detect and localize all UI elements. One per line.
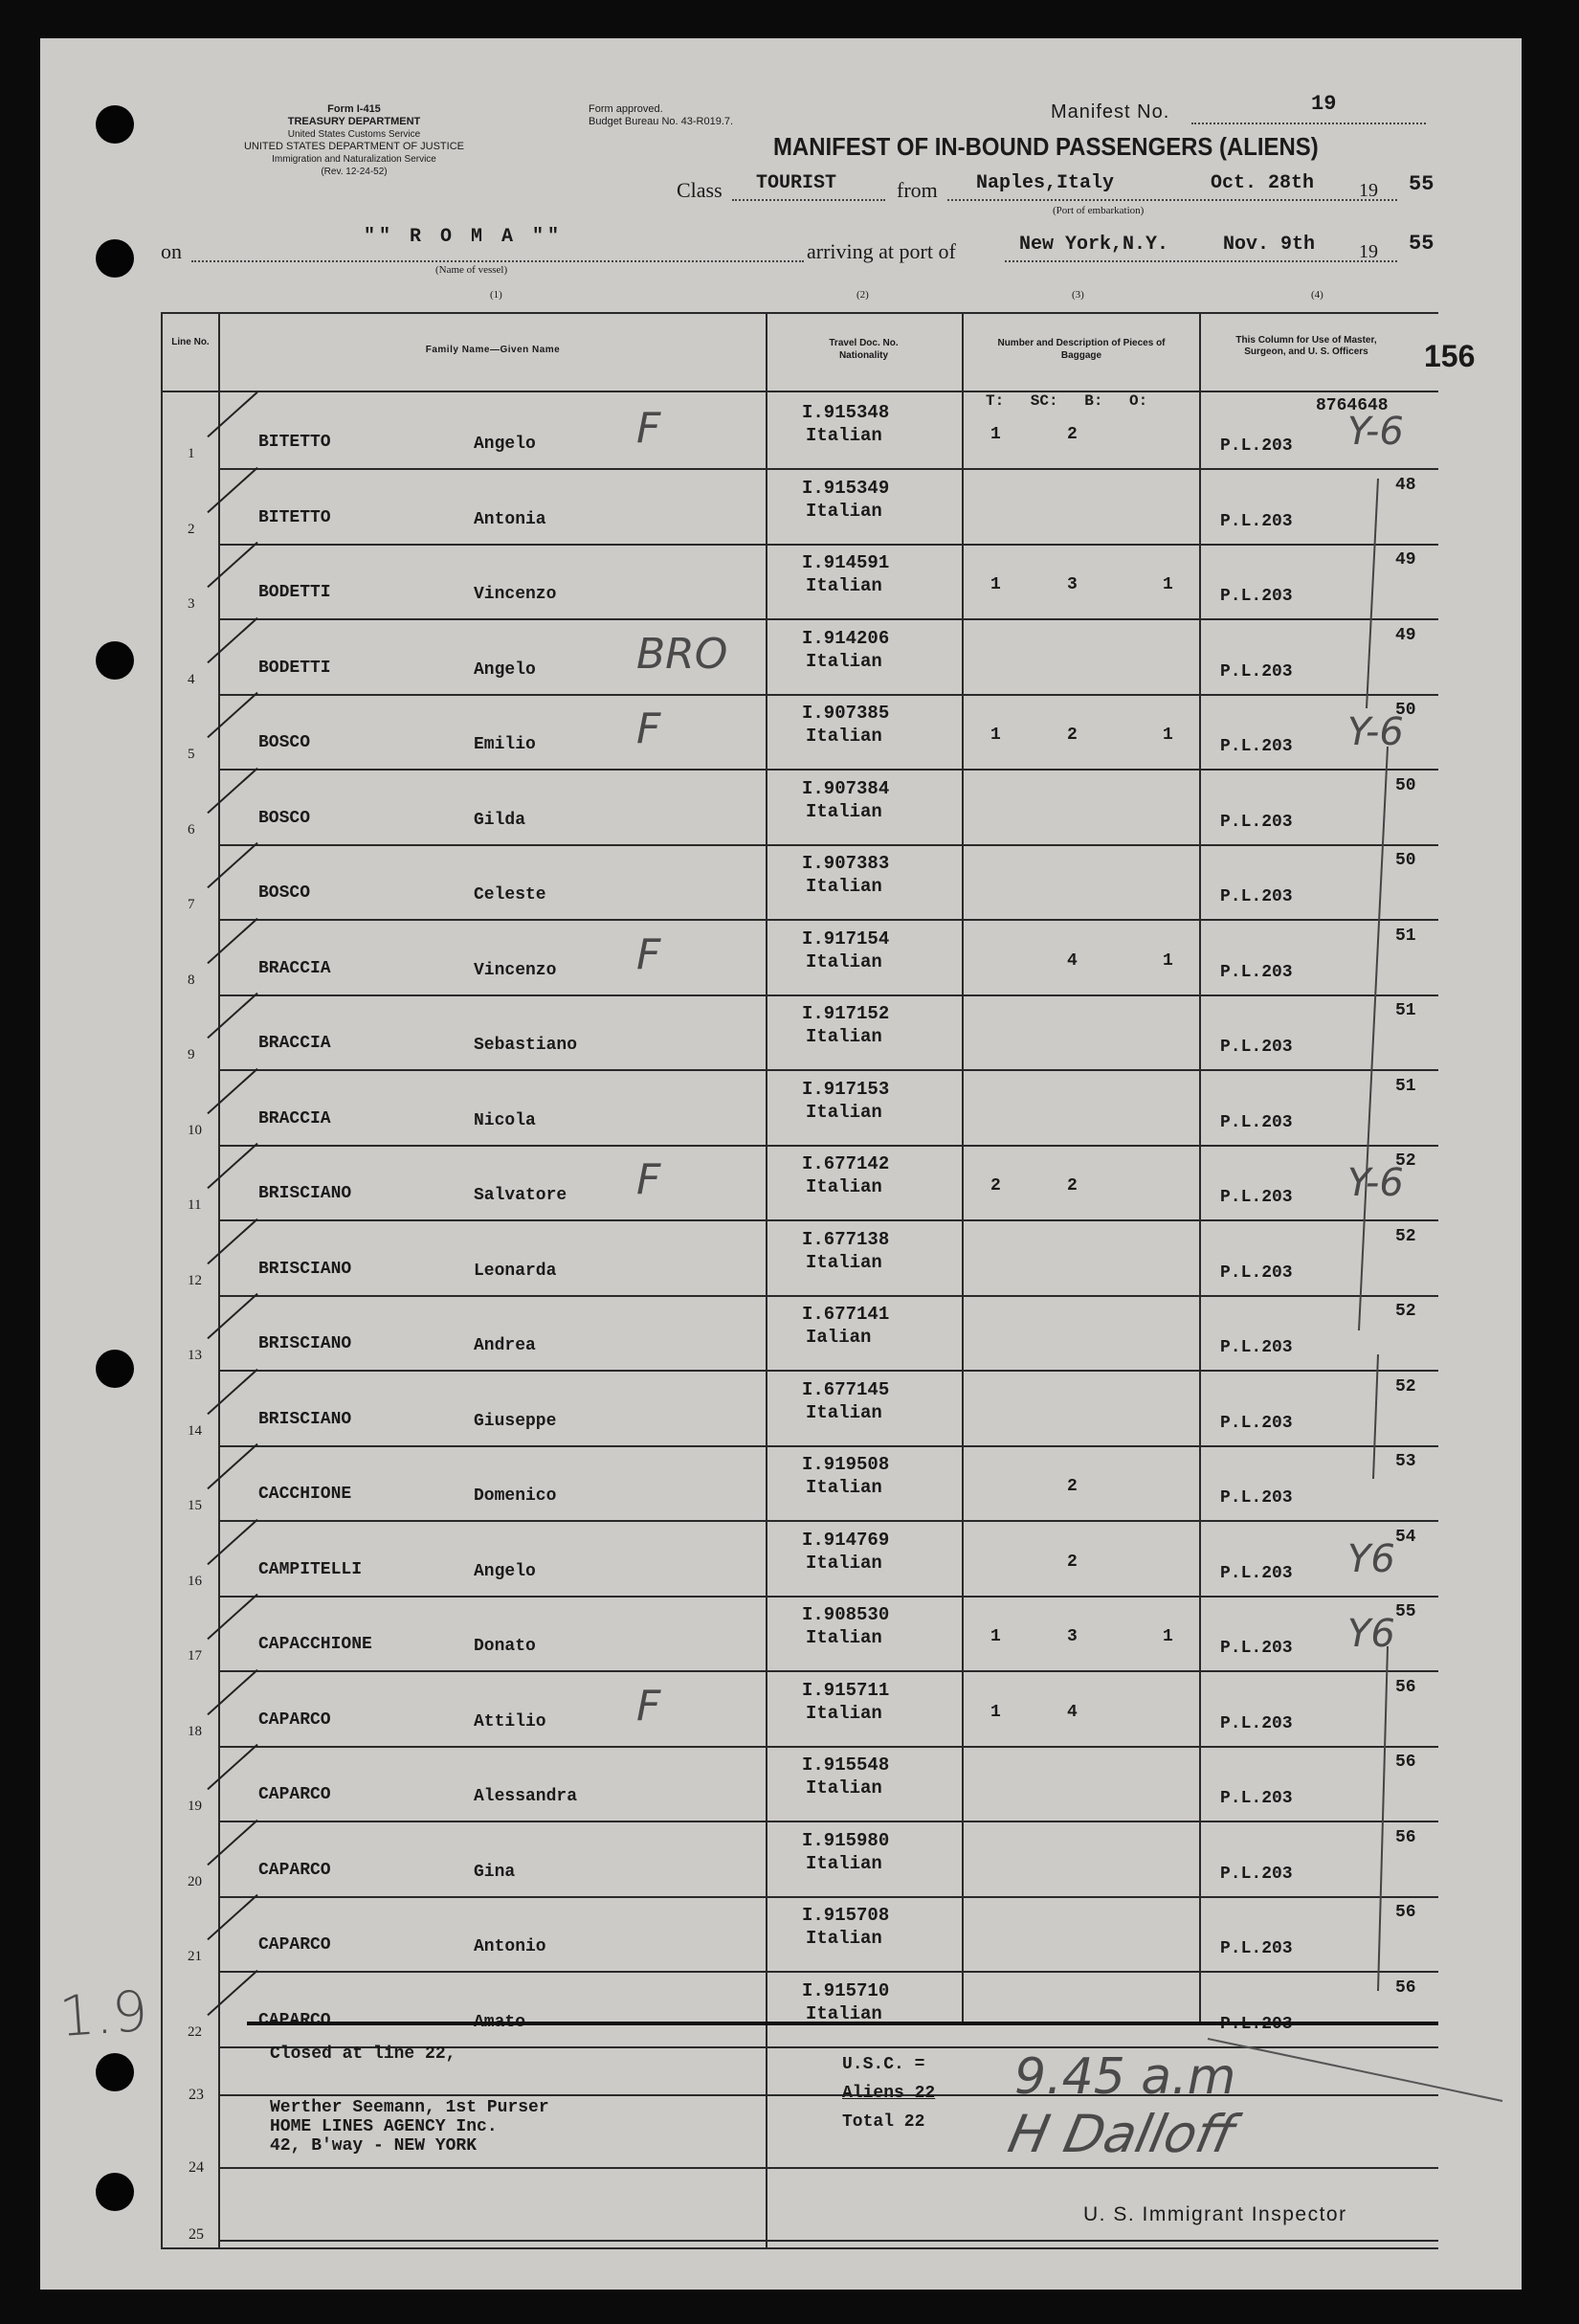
baggage-sc: 2: [1067, 1176, 1078, 1196]
given-name: Gina: [474, 1863, 516, 1882]
vessel-name: "" R O M A "": [364, 226, 564, 248]
family-name: BRACCIA: [258, 959, 331, 978]
justice-dept: UNITED STATES DEPARTMENT OF JUSTICE: [243, 141, 464, 152]
arriving-label: arriving at port of: [807, 239, 956, 263]
given-name: Antonio: [474, 1937, 546, 1956]
pl-code: P.L.203: [1220, 1865, 1293, 1884]
handwritten-note: Y-6: [1347, 410, 1404, 454]
baggage-codes: T: SC: B: O:: [986, 392, 1148, 410]
nationality: Italian: [806, 1703, 882, 1724]
given-name: Angelo: [474, 1562, 536, 1581]
closed-at-line: Closed at line 22,: [270, 2045, 456, 2064]
pl-code: P.L.203: [1220, 1939, 1293, 1958]
header-line-no: Line No.: [171, 337, 210, 347]
given-name: Vincenzo: [474, 585, 557, 604]
handwritten-mark: F: [636, 704, 661, 753]
given-name: Amato: [474, 2013, 526, 2032]
col-num-4: (4): [1311, 289, 1323, 301]
nationality: Italian: [806, 1553, 882, 1574]
nationality: Italian: [806, 425, 882, 446]
form-approved: Form approved.: [589, 103, 663, 115]
officer-number: 50: [1395, 701, 1416, 720]
officer-number: 50: [1395, 851, 1416, 870]
from-label: from: [897, 178, 938, 202]
baggage-sc: 2: [1067, 726, 1078, 745]
officer-number: 55: [1395, 1602, 1416, 1621]
nationality: Italian: [806, 1627, 882, 1648]
given-name: Salvatore: [474, 1186, 567, 1205]
handwritten-note: Y6: [1347, 1537, 1395, 1581]
pl-code: P.L.203: [1220, 1789, 1293, 1808]
line-number: 20: [188, 1874, 202, 1889]
officer-number: 51: [1395, 927, 1416, 946]
officer-number: 54: [1395, 1528, 1416, 1547]
header-officers: This Column for Use of Master, Surgeon, and U. S. Officers: [1235, 335, 1377, 357]
handwritten-mark: F: [636, 404, 661, 453]
nationality: Italian: [806, 651, 882, 672]
pl-code: P.L.203: [1220, 813, 1293, 832]
line-number: 1: [188, 446, 195, 461]
baggage-t: 1: [990, 726, 1001, 745]
pl-code: P.L.203: [1220, 1113, 1293, 1132]
pl-code: P.L.203: [1220, 2015, 1293, 2034]
officer-number: 51: [1395, 1077, 1416, 1096]
arrival-date: Nov. 9th: [1223, 234, 1316, 256]
usc-count: U.S.C. =: [842, 2055, 925, 2074]
travel-doc-no: I.914769: [802, 1530, 890, 1551]
budget-bureau: Budget Bureau No. 43-R019.7.: [589, 116, 734, 127]
port-embarkation-note: (Port of embarkation): [1053, 205, 1145, 216]
header-name: Family Name—Given Name: [425, 345, 561, 355]
pl-code: P.L.203: [1220, 963, 1293, 982]
agency-name: HOME LINES AGENCY Inc.: [270, 2117, 498, 2136]
family-name: CAPACCHIONE: [258, 1635, 372, 1654]
pl-code: P.L.203: [1220, 1038, 1293, 1057]
travel-doc-no: I.914206: [802, 628, 890, 649]
travel-doc-no: I.907383: [802, 853, 890, 874]
line-number: 22: [188, 2024, 202, 2040]
family-name: CAPARCO: [258, 2011, 331, 2030]
given-name: Vincenzo: [474, 961, 557, 980]
baggage-sc: 4: [1067, 1703, 1078, 1722]
family-name: CAPARCO: [258, 1785, 331, 1804]
family-name: BOSCO: [258, 733, 311, 752]
nationality: Italian: [806, 951, 882, 972]
line-number: 19: [188, 1799, 202, 1814]
family-name: BOSCO: [258, 809, 311, 828]
treasury-dept: TREASURY DEPARTMENT: [287, 116, 421, 127]
nationality: Italian: [806, 2003, 882, 2024]
baggage-t: 1: [990, 1627, 1001, 1646]
nationality: Italian: [806, 1853, 882, 1874]
nationality: Italian: [806, 1026, 882, 1047]
arrival-port: New York,N.Y.: [1019, 234, 1169, 256]
officer-number: 56: [1395, 1978, 1416, 1998]
travel-doc-no: I.915710: [802, 1980, 890, 2001]
officer-number: 56: [1395, 1753, 1416, 1772]
family-name: CAMPITELLI: [258, 1560, 363, 1579]
family-name: CAPARCO: [258, 1861, 331, 1880]
handwritten-note: Y-6: [1347, 1161, 1404, 1205]
travel-doc-no: I.915708: [802, 1905, 890, 1926]
given-name: Sebastiano: [474, 1036, 578, 1055]
agency-address: 42, B'way - NEW YORK: [270, 2136, 478, 2156]
revision: (Rev. 12-24-52): [321, 167, 388, 177]
travel-doc-no: I.915348: [802, 402, 890, 423]
col-num-3: (3): [1072, 289, 1084, 301]
pl-code: P.L.203: [1220, 1714, 1293, 1733]
pl-code: P.L.203: [1220, 1564, 1293, 1583]
pl-code: P.L.203: [1220, 512, 1293, 531]
officer-number: 52: [1395, 1302, 1416, 1321]
baggage-b: 1: [1163, 1627, 1173, 1646]
travel-doc-no: I.915980: [802, 1830, 890, 1851]
family-name: BRISCIANO: [258, 1334, 352, 1353]
officer-number: 49: [1395, 550, 1416, 570]
line-number: 18: [188, 1724, 202, 1739]
line-number: 10: [188, 1123, 202, 1138]
baggage-b: 1: [1163, 951, 1173, 971]
customs-service: United States Customs Service: [287, 129, 421, 140]
manifest-no-value: 19: [1311, 92, 1337, 116]
family-name: BOSCO: [258, 883, 311, 903]
manifest-no-label: Manifest No.: [1051, 101, 1170, 123]
header-travel-doc: Travel Doc. No. Nationality: [829, 338, 899, 361]
given-name: Gilda: [474, 811, 526, 830]
line-number: 6: [188, 822, 195, 838]
handwritten-mark: F: [636, 930, 661, 979]
family-name: BRACCIA: [258, 1034, 331, 1053]
page-number: 156: [1424, 339, 1476, 373]
line-number: 21: [188, 1949, 202, 1964]
aliens-count: Aliens 22: [842, 2084, 936, 2103]
family-name: BODETTI: [258, 659, 331, 678]
line-no-24: 24: [189, 2159, 204, 2176]
given-name: Nicola: [474, 1111, 536, 1130]
pl-code: P.L.203: [1220, 1188, 1293, 1207]
form-number: Form I-415: [327, 103, 381, 115]
vessel-note: (Name of vessel): [435, 264, 508, 276]
family-name: BRISCIANO: [258, 1410, 352, 1429]
nationality: Italian: [806, 1102, 882, 1123]
line-number: 15: [188, 1498, 202, 1513]
officer-number: 51: [1395, 1001, 1416, 1020]
nationality: Italian: [806, 1402, 882, 1423]
given-name: Alessandra: [474, 1787, 578, 1806]
line-number: 3: [188, 596, 195, 612]
given-name: Attilio: [474, 1712, 546, 1732]
line-number: 8: [188, 972, 195, 988]
from-port: Naples,Italy: [976, 172, 1115, 194]
travel-doc-no: I.915711: [802, 1680, 890, 1701]
class-label: Class: [677, 178, 723, 202]
page-title: MANIFEST OF IN-BOUND PASSENGERS (ALIENS): [773, 132, 1319, 161]
travel-doc-no: I.915548: [802, 1754, 890, 1776]
nationality: Italian: [806, 876, 882, 897]
baggage-sc: 2: [1067, 1477, 1078, 1496]
line-number: 7: [188, 897, 195, 912]
travel-doc-no: I.907385: [802, 703, 890, 724]
time-note: 9.45 a.m: [1014, 2048, 1236, 2106]
line-number: 5: [188, 747, 195, 762]
officer-number: 53: [1395, 1452, 1416, 1471]
line-number: 16: [188, 1574, 202, 1589]
officer-number: 56: [1395, 1678, 1416, 1697]
nationality: Italian: [806, 1252, 882, 1273]
pl-code: P.L.203: [1220, 1338, 1293, 1357]
baggage-sc: 2: [1067, 1553, 1078, 1572]
travel-doc-no: I.677142: [802, 1153, 890, 1174]
nationality: Italian: [806, 1176, 882, 1197]
travel-doc-no: I.677141: [802, 1304, 890, 1325]
baggage-b: 1: [1163, 575, 1173, 594]
handwritten-mark: BRO: [636, 630, 728, 679]
handwritten-mark: F: [636, 1155, 661, 1204]
family-name: CAPARCO: [258, 1710, 331, 1730]
top-code: 8764648: [1316, 396, 1389, 415]
given-name: Leonarda: [474, 1262, 557, 1281]
given-name: Emilio: [474, 735, 536, 754]
travel-doc-no: I.677145: [802, 1379, 890, 1400]
line-number: 12: [188, 1273, 202, 1288]
nationality: Italian: [806, 1928, 882, 1949]
total-count: Total 22: [842, 2112, 925, 2132]
family-name: CACCHIONE: [258, 1485, 352, 1504]
travel-doc-no: I.917152: [802, 1003, 890, 1024]
col-num-2: (2): [856, 289, 869, 301]
family-name: BITETTO: [258, 433, 331, 452]
given-name: Domenico: [474, 1486, 557, 1506]
nationality: Italian: [806, 1477, 882, 1498]
nationality: Italian: [806, 726, 882, 747]
inspector-label: U. S. Immigrant Inspector: [1083, 2203, 1347, 2225]
line-number: 13: [188, 1348, 202, 1363]
nationality: Italian: [806, 1777, 882, 1799]
baggage-t: 1: [990, 1703, 1001, 1722]
travel-doc-no: I.917153: [802, 1079, 890, 1100]
inspector-signature: H Dalloff: [1003, 2104, 1241, 2164]
from-date: Oct. 28th: [1211, 172, 1315, 194]
officer-number: 52: [1395, 1377, 1416, 1397]
baggage-sc: 2: [1067, 425, 1078, 444]
pl-code: P.L.203: [1220, 436, 1293, 456]
given-name: Celeste: [474, 885, 546, 905]
baggage-sc: 4: [1067, 951, 1078, 971]
pl-code: P.L.203: [1220, 1488, 1293, 1508]
baggage-t: 1: [990, 575, 1001, 594]
baggage-sc: 3: [1067, 1627, 1078, 1646]
line-no-25: 25: [189, 2226, 204, 2243]
family-name: BRISCIANO: [258, 1260, 352, 1279]
pl-code: P.L.203: [1220, 587, 1293, 606]
line-number: 11: [188, 1197, 202, 1213]
pl-code: P.L.203: [1220, 1639, 1293, 1658]
travel-doc-no: I.677138: [802, 1229, 890, 1250]
nationality: Ialian: [806, 1327, 872, 1348]
family-name: CAPARCO: [258, 1935, 331, 1955]
given-name: Giuseppe: [474, 1412, 557, 1431]
class-value: TOURIST: [756, 172, 837, 194]
arrival-year: 55: [1409, 232, 1434, 256]
travel-doc-no: I.917154: [802, 928, 890, 950]
arrival-year-prefix: 19: [1359, 241, 1378, 262]
officer-number: 52: [1395, 1151, 1416, 1171]
margin-note: 1.9: [56, 1978, 150, 2050]
family-name: BRACCIA: [258, 1109, 331, 1128]
given-name: Angelo: [474, 660, 536, 680]
officer-number: 56: [1395, 1828, 1416, 1847]
line-number: 2: [188, 522, 195, 537]
family-name: BITETTO: [258, 508, 331, 527]
pl-code: P.L.203: [1220, 887, 1293, 906]
baggage-b: 1: [1163, 726, 1173, 745]
baggage-t: 1: [990, 425, 1001, 444]
handwritten-mark: F: [636, 1682, 661, 1731]
officer-number: 56: [1395, 1903, 1416, 1922]
officer-number: 49: [1395, 626, 1416, 645]
line-number: 17: [188, 1648, 202, 1664]
baggage-sc: 3: [1067, 575, 1078, 594]
pl-code: P.L.203: [1220, 1414, 1293, 1433]
header-baggage: Number and Description of Pieces of Baggage: [997, 338, 1166, 361]
ins-service: Immigration and Naturalization Service: [272, 154, 436, 165]
col-num-1: (1): [490, 289, 502, 301]
travel-doc-no: I.907384: [802, 778, 890, 799]
nationality: Italian: [806, 575, 882, 596]
travel-doc-no: I.919508: [802, 1454, 890, 1475]
given-name: Angelo: [474, 435, 536, 454]
pl-code: P.L.203: [1220, 662, 1293, 682]
handwritten-note: Y-6: [1347, 710, 1404, 754]
nationality: Italian: [806, 501, 882, 522]
nationality: Italian: [806, 801, 882, 822]
line-number: 9: [188, 1047, 195, 1062]
line-number: 4: [188, 672, 195, 687]
given-name: Antonia: [474, 510, 546, 529]
officer-number: 48: [1395, 476, 1416, 495]
officer-number: 52: [1395, 1227, 1416, 1246]
family-name: BRISCIANO: [258, 1184, 352, 1203]
line-no-23: 23: [189, 2087, 204, 2103]
year-prefix: 19: [1359, 180, 1378, 201]
handwritten-note: Y6: [1347, 1612, 1395, 1656]
line-number: 14: [188, 1423, 202, 1439]
baggage-t: 2: [990, 1176, 1001, 1196]
travel-doc-no: I.914591: [802, 552, 890, 573]
pl-code: P.L.203: [1220, 737, 1293, 756]
pl-code: P.L.203: [1220, 1263, 1293, 1283]
travel-doc-no: I.908530: [802, 1604, 890, 1625]
given-name: Andrea: [474, 1336, 536, 1355]
year-value: 55: [1409, 172, 1434, 196]
officer-number: 50: [1395, 776, 1416, 795]
purser-name: Werther Seemann, 1st Purser: [270, 2098, 549, 2117]
given-name: Donato: [474, 1637, 536, 1656]
on-label: on: [161, 239, 182, 263]
family-name: BODETTI: [258, 583, 331, 602]
travel-doc-no: I.915349: [802, 478, 890, 499]
